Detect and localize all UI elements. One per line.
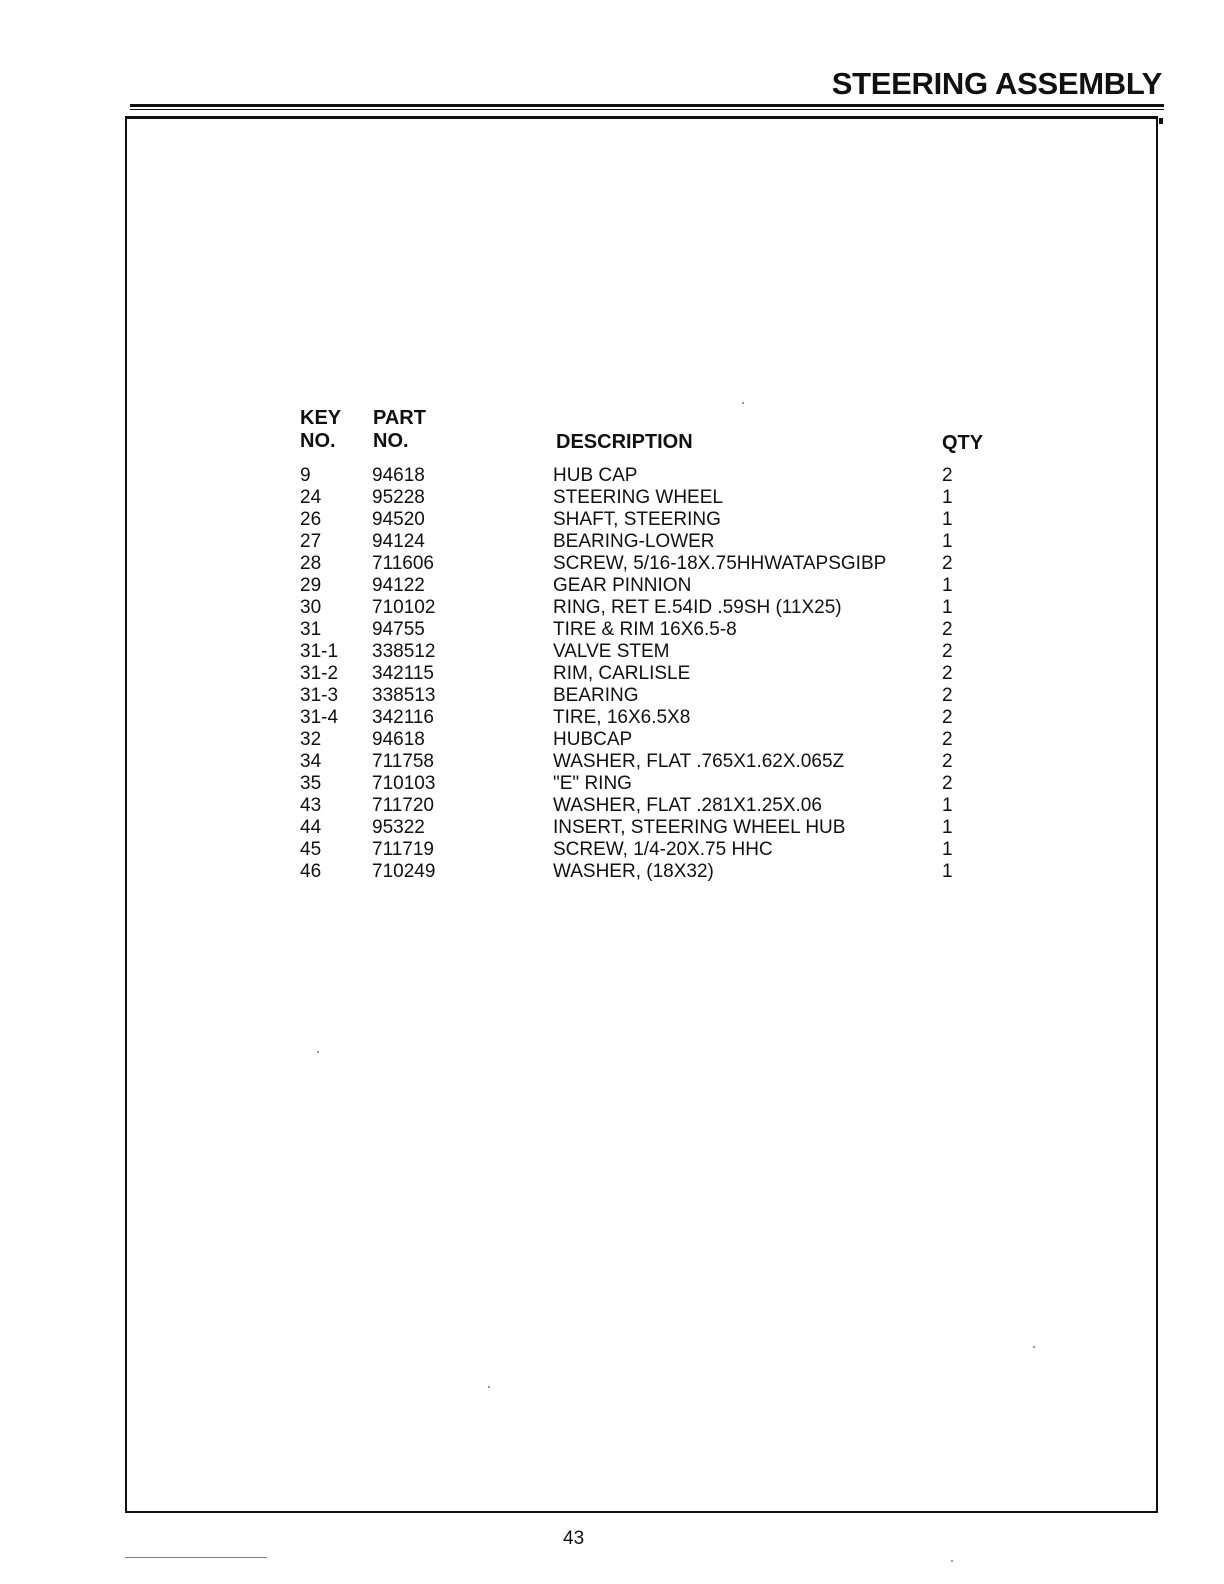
footer-link-line	[125, 1557, 267, 1558]
part-number: 710249	[372, 861, 436, 882]
part-description: RING, RET E.54ID .59SH (11X25)	[553, 597, 842, 618]
key-number: 31-4	[300, 707, 339, 728]
part-number: 710103	[372, 773, 436, 794]
key-number: 24	[300, 487, 322, 508]
part-description: HUBCAP	[553, 729, 633, 750]
key-number: 43	[300, 795, 322, 816]
part-number: 711719	[372, 839, 434, 860]
key-number: 46	[300, 861, 322, 882]
part-quantity: 2	[942, 465, 953, 486]
key-number: 28	[300, 553, 322, 574]
key-number: 31-3	[300, 685, 339, 706]
key-number: 35	[300, 773, 322, 794]
part-number: 711720	[372, 795, 434, 816]
part-quantity: 1	[942, 509, 953, 530]
part-number: 710102	[372, 597, 436, 618]
part-description: RIM, CARLISLE	[553, 663, 691, 684]
part-quantity: 2	[942, 685, 953, 706]
header-rule-thin	[130, 109, 1164, 110]
table-row	[300, 707, 1020, 729]
scan-speck	[951, 1560, 953, 1562]
key-number: 26	[300, 509, 322, 530]
page-number: 43	[563, 1528, 585, 1549]
key-number: 31-2	[300, 663, 339, 684]
key-number: 31	[300, 619, 322, 640]
column-header-description: DESCRIPTION	[556, 431, 693, 453]
key-number: 44	[300, 817, 322, 838]
part-description: SCREW, 5/16-18X.75HHWATAPSGIBP	[553, 553, 887, 574]
part-quantity: 1	[942, 575, 953, 596]
header-rule-thick	[130, 104, 1164, 107]
part-number: 338513	[372, 685, 436, 706]
table-row	[300, 729, 1020, 751]
table-row	[300, 575, 1020, 597]
part-description: GEAR PINNION	[553, 575, 692, 596]
part-number: 338512	[372, 641, 436, 662]
key-number: 27	[300, 531, 322, 552]
column-header-key-line2: NO.	[300, 430, 336, 452]
part-description: BEARING-LOWER	[553, 531, 715, 552]
table-row	[300, 795, 1020, 817]
part-quantity: 1	[942, 531, 953, 552]
key-number: 29	[300, 575, 322, 596]
key-number: 34	[300, 751, 322, 772]
parts-list-header	[300, 407, 1020, 453]
scan-speck	[1033, 1346, 1035, 1348]
key-number: 31-1	[300, 641, 339, 662]
part-description: "E" RING	[553, 773, 632, 794]
part-description: VALVE STEM	[553, 641, 670, 662]
table-row	[300, 641, 1020, 663]
table-row	[300, 861, 1020, 883]
table-row	[300, 553, 1020, 575]
part-number: 342115	[372, 663, 434, 684]
part-quantity: 2	[942, 663, 953, 684]
part-description: SCREW, 1/4-20X.75 HHC	[553, 839, 773, 860]
part-description: BEARING	[553, 685, 639, 706]
part-number: 94618	[372, 465, 425, 486]
key-number: 9	[300, 465, 311, 486]
column-header-qty: QTY	[942, 432, 984, 454]
parts-list	[300, 407, 1020, 883]
part-number: 94755	[372, 619, 425, 640]
part-description: WASHER, FLAT .281X1.25X.06	[553, 795, 822, 816]
page-title: STEERING ASSEMBLY	[831, 66, 1162, 101]
part-number: 94618	[372, 729, 425, 750]
part-description: WASHER, FLAT .765X1.62X.065Z	[553, 751, 845, 772]
scan-speck	[742, 402, 744, 404]
part-description: TIRE, 16X6.5X8	[553, 707, 691, 728]
part-quantity: 2	[942, 751, 953, 772]
frame-corner-mark	[1159, 118, 1163, 124]
table-row	[300, 465, 1020, 487]
table-row	[300, 817, 1020, 839]
part-quantity: 1	[942, 839, 953, 860]
part-number: 95322	[372, 817, 425, 838]
table-row	[300, 509, 1020, 531]
table-row	[300, 487, 1020, 509]
key-number: 32	[300, 729, 322, 750]
part-quantity: 2	[942, 619, 953, 640]
part-quantity: 1	[942, 487, 953, 508]
scan-speck	[488, 1386, 490, 1388]
table-row	[300, 751, 1020, 773]
part-description: WASHER, (18X32)	[553, 861, 714, 882]
part-quantity: 2	[942, 707, 953, 728]
part-description: INSERT, STEERING WHEEL HUB	[553, 817, 846, 838]
part-description: SHAFT, STEERING	[553, 509, 721, 530]
part-description: HUB CAP	[553, 465, 638, 486]
part-number: 94124	[372, 531, 425, 552]
part-number: 342116	[372, 707, 434, 728]
part-quantity: 2	[942, 773, 953, 794]
parts-list-rows	[300, 465, 1020, 883]
key-number: 45	[300, 839, 322, 860]
table-row	[300, 685, 1020, 707]
table-row	[300, 619, 1020, 641]
part-number: 711758	[372, 751, 434, 772]
table-row	[300, 773, 1020, 795]
part-quantity: 1	[942, 597, 953, 618]
part-quantity: 1	[942, 795, 953, 816]
part-number: 94122	[372, 575, 425, 596]
table-row	[300, 531, 1020, 553]
part-quantity: 2	[942, 729, 953, 750]
part-number: 95228	[372, 487, 425, 508]
part-description: TIRE & RIM 16X6.5-8	[553, 619, 737, 640]
column-header-key-line1: KEY	[300, 407, 342, 429]
table-row	[300, 597, 1020, 619]
part-quantity: 2	[942, 553, 953, 574]
part-number: 94520	[372, 509, 425, 530]
key-number: 30	[300, 597, 322, 618]
part-quantity: 1	[942, 817, 953, 838]
scan-speck	[317, 1051, 319, 1053]
part-quantity: 2	[942, 641, 953, 662]
column-header-part-line1: PART	[373, 407, 426, 429]
table-row	[300, 839, 1020, 861]
part-number: 711606	[372, 553, 434, 574]
part-description: STEERING WHEEL	[553, 487, 723, 508]
part-quantity: 1	[942, 861, 953, 882]
table-row	[300, 663, 1020, 685]
column-header-part-line2: NO.	[373, 430, 409, 452]
